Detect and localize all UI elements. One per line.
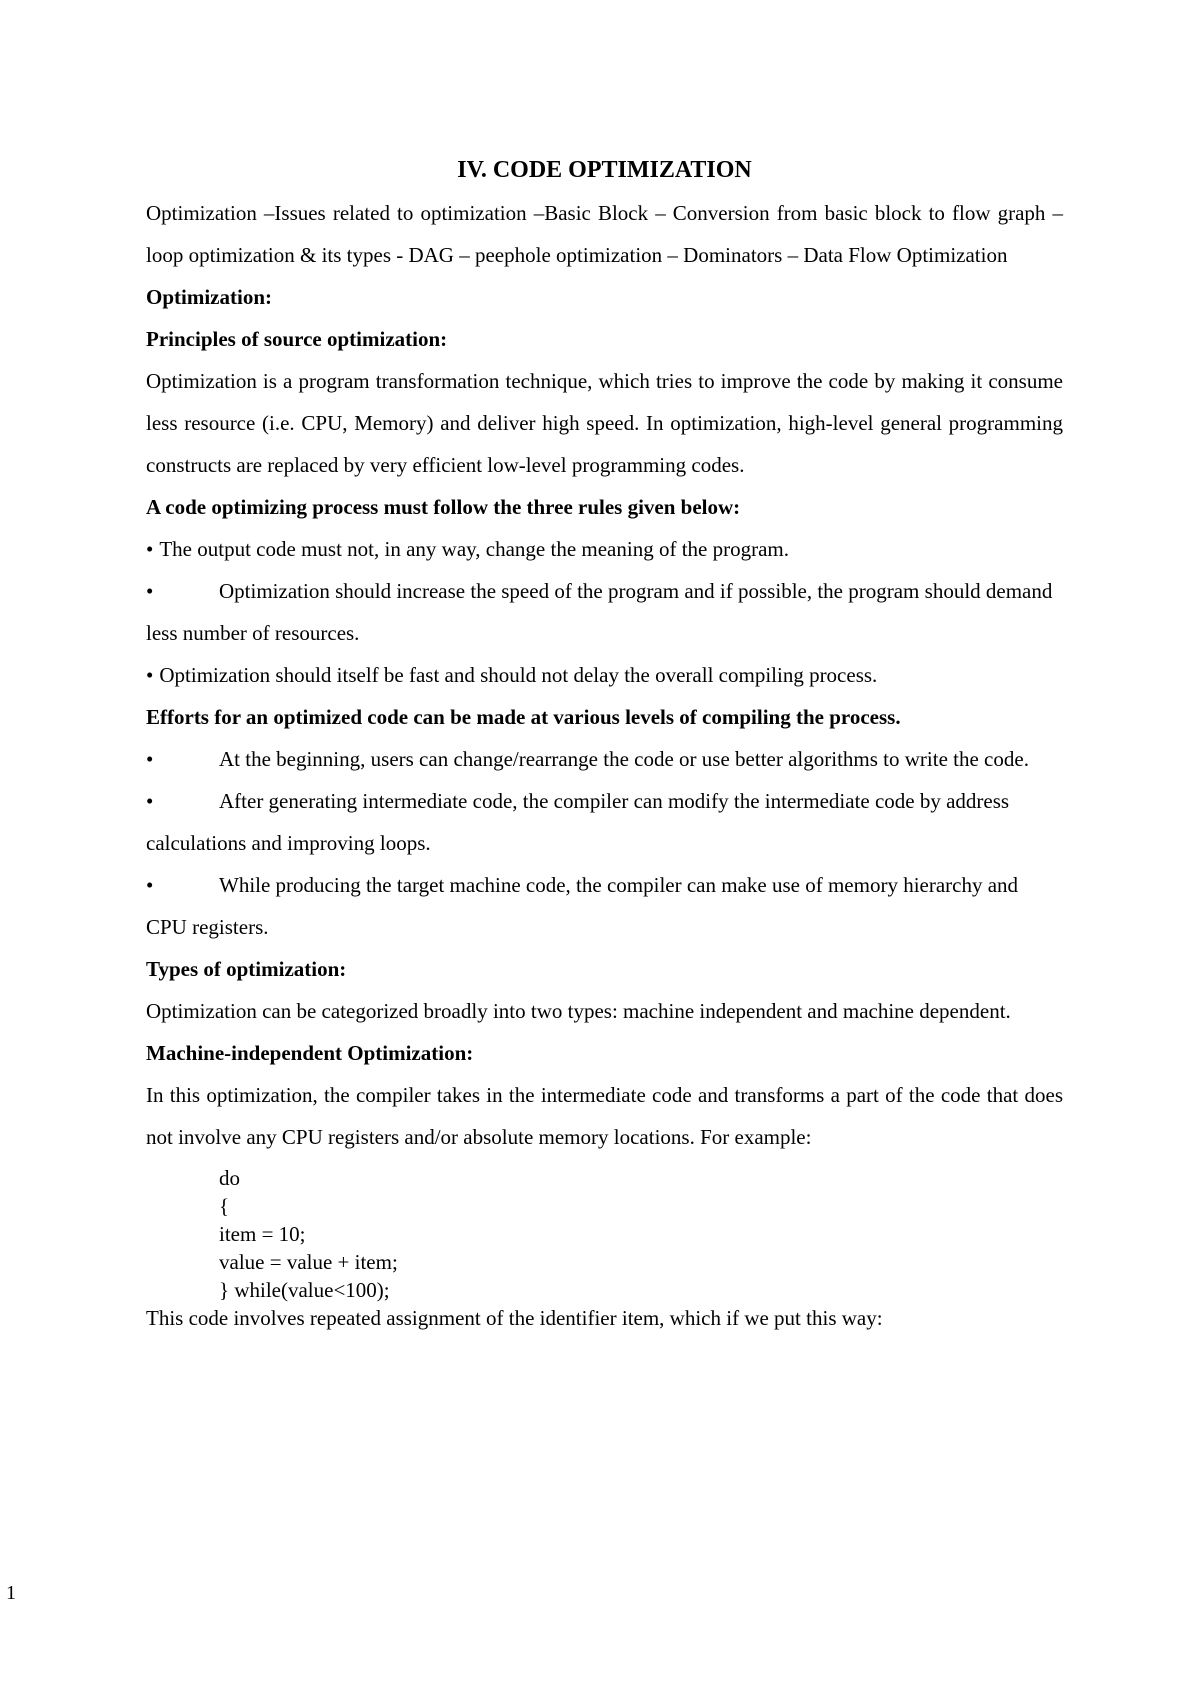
types-paragraph: Optimization can be categorized broadly into two types: machine independent and machine dependent.	[146, 999, 1011, 1023]
heading-optimization: Optimization:	[146, 285, 272, 309]
bullet-dot: •	[146, 873, 154, 897]
page-number: 1	[6, 1582, 16, 1604]
heading-types: Types of optimization:	[146, 957, 347, 981]
bullet-dot: •	[146, 789, 154, 813]
bullet-dot: •	[146, 663, 154, 687]
code-example	[219, 1158, 1063, 1304]
heading-rules: A code optimizing process must follow the three rules given below:	[146, 495, 741, 519]
rule-text-3: Optimization should itself be fast and should not delay the overall compiling process.	[159, 663, 878, 687]
after-code-paragraph: This code involves repeated assignment of the identifier item, which if we put this way:	[146, 1306, 883, 1330]
effort-item-3	[146, 864, 1063, 948]
code-line: value = value + item;	[219, 1250, 398, 1274]
code-line: {	[219, 1194, 230, 1218]
rule-text-2: Optimization should increase the speed of the program and if possible, the program should demand less number of resources.	[146, 579, 1053, 645]
rule-item-1	[146, 528, 1063, 570]
effort-item-1	[146, 738, 1063, 780]
page-title: IV. CODE OPTIMIZATION	[457, 157, 752, 183]
effort-item-2	[146, 780, 1063, 864]
rule-item-3	[146, 654, 1063, 696]
heading-efforts: Efforts for an optimized code can be made at various levels of compiling the process.	[146, 705, 901, 729]
principles-paragraph: Optimization is a program transformation technique, which tries to improve the code by making it consume less resource (i.e. CPU, Memory) and deliver high speed. In optimization, high-level general programming constructs are replaced by very efficient low-level programming codes.	[146, 369, 1063, 477]
rule-item-2	[146, 570, 1063, 654]
code-line: item = 10;	[219, 1222, 306, 1246]
code-line: } while(value<100);	[219, 1278, 390, 1302]
machine-independent-paragraph: In this optimization, the compiler takes in the intermediate code and transforms a part of the code that does not involve any CPU registers and/or absolute memory locations. For example:	[146, 1083, 1063, 1149]
syllabus-paragraph: Optimization –Issues related to optimization –Basic Block – Conversion from basic block to flow graph – loop optimization & its types - DAG – peephole optimization – Dominators – Data Flow Optimization	[146, 201, 1063, 267]
document-page	[146, 150, 1063, 1332]
bullet-dot: •	[146, 537, 154, 561]
code-line: do	[219, 1166, 240, 1190]
bullet-dot: •	[146, 579, 154, 603]
heading-machine-independent: Machine-independent Optimization:	[146, 1041, 474, 1065]
heading-principles: Principles of source optimization:	[146, 327, 448, 351]
bullet-dot: •	[146, 747, 154, 771]
effort-text-3: While producing the target machine code, the compiler can make use of memory hierarchy and CPU registers.	[146, 873, 1019, 939]
rule-text-1: The output code must not, in any way, change the meaning of the program.	[159, 537, 789, 561]
effort-text-2: After generating intermediate code, the compiler can modify the intermediate code by address calculations and improving loops.	[146, 789, 1010, 855]
effort-text-1: At the beginning, users can change/rearrange the code or use better algorithms to write the code.	[219, 747, 1029, 771]
